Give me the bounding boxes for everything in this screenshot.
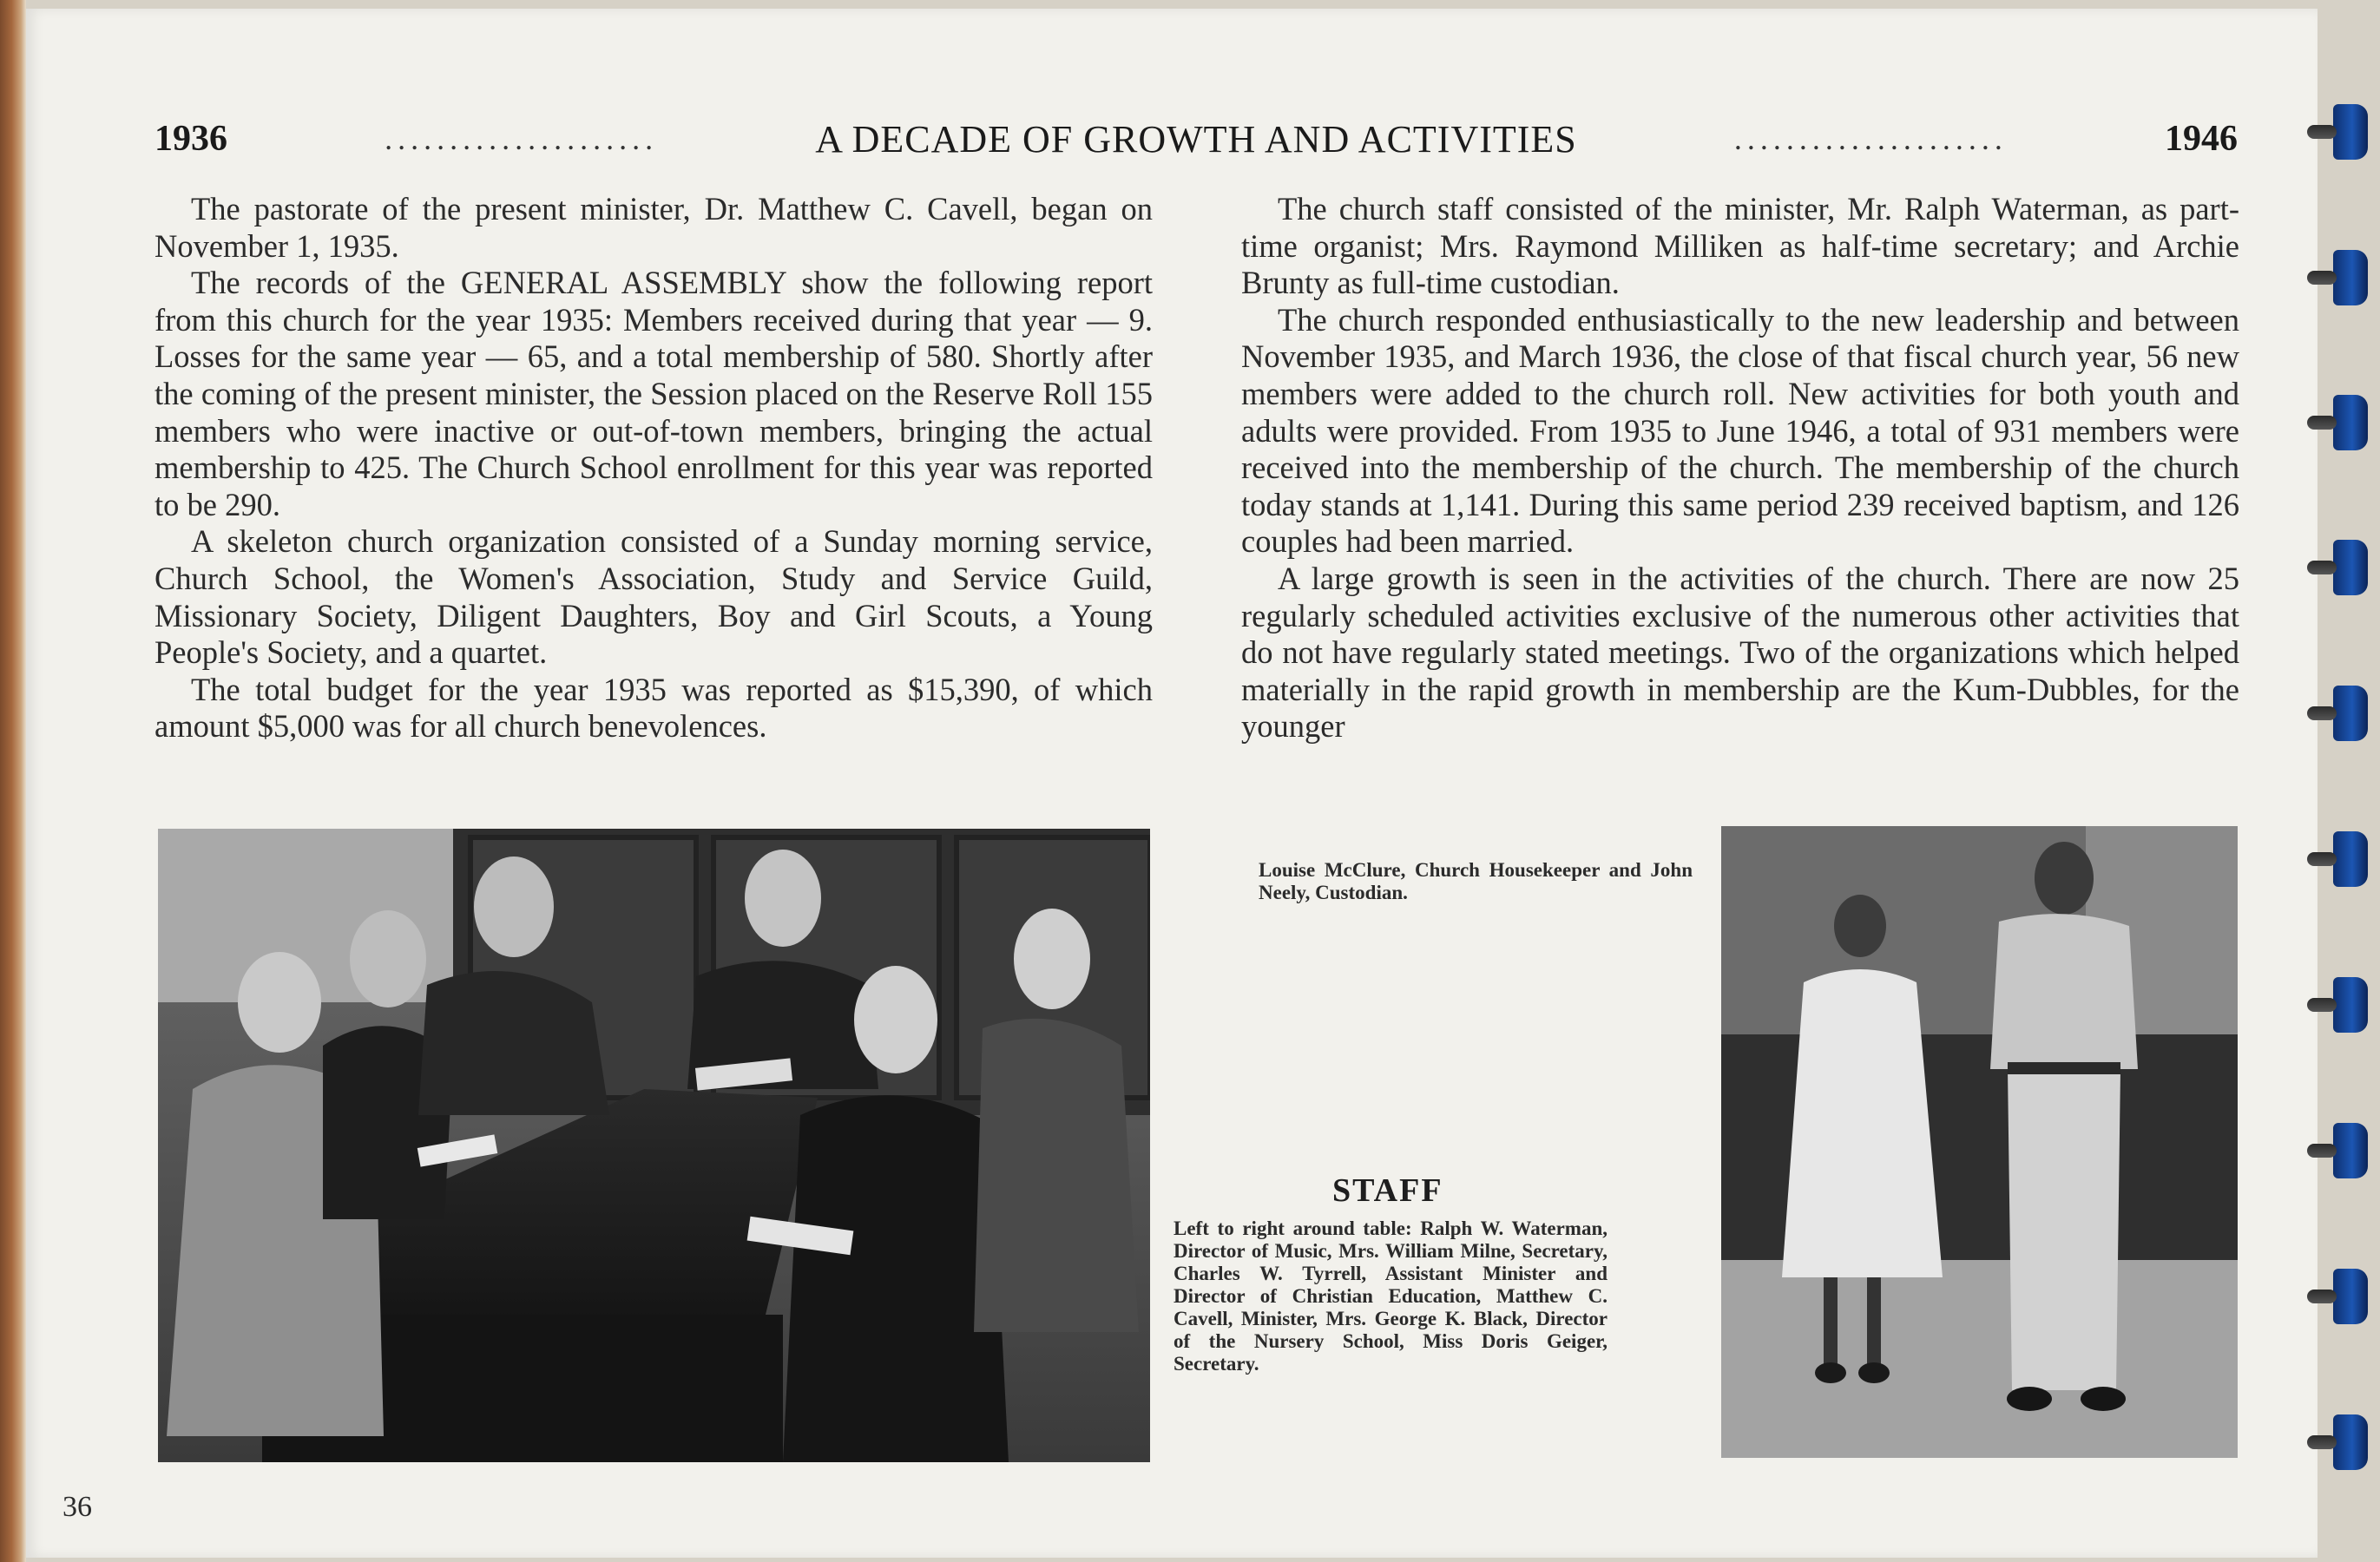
staff-photo-illustration [158, 829, 1150, 1462]
binder-ring [2333, 104, 2368, 160]
page-number: 36 [62, 1491, 92, 1523]
paragraph: The pastorate of the present minister, Dr. Matthew C. Cavell, began on November 1, 1935. [155, 191, 1153, 264]
staff-group-photo [158, 829, 1150, 1462]
page-title: A DECADE OF GROWTH AND ACTIVITIES [815, 117, 1577, 161]
binder-ring [2333, 1123, 2368, 1178]
header-leader-dots-left: ..................... [385, 121, 659, 156]
binder-ring [2333, 977, 2368, 1033]
staff-caption: Left to right around table: Ralph W. Waterman, Director of Music, Mrs. William Milne, Secretary, Charles W. Tyrrell, Assistant Minister and Director of Christian Education, Matthew C. Cavell, Minister, Mrs. George K. Black, Director of the Nursery School, Miss Doris Geiger, Secretary. [1174, 1217, 1607, 1375]
paragraph: A large growth is seen in the activities of the church. There are now 25 regularly scheduled activities exclusive of the numerous other activities that do not have regularly stated meetings. Two of the organizations which helped materially in the rapid growth in membership are the Kum-Dubbles, for the younger [1241, 560, 2239, 745]
left-text-column [155, 191, 1153, 745]
header-year-start: 1936 [155, 119, 227, 159]
paragraph: A skeleton church organization consisted of a Sunday morning service, Church School, the Women's Association, Study and Service Guild, Missionary Society, Diligent Daughters, Boy and Girl Scouts, a Young People's Society, and a quartet. [155, 523, 1153, 671]
binder-ring [2333, 686, 2368, 741]
staff-heading: STAFF [1332, 1172, 1443, 1209]
binder-ring [2333, 395, 2368, 450]
binder-ring [2333, 1269, 2368, 1324]
right-text-column [1241, 191, 2239, 745]
spiral-binding-edge [0, 0, 26, 1562]
custodian-photo-illustration [1721, 826, 2238, 1458]
paragraph: The church staff consisted of the minister, Mr. Ralph Waterman, as part-time organist; Mrs. Raymond Milliken as half-time secretary; and Archie Brunty as full-time custodian. [1241, 191, 2239, 301]
binder-ring [2333, 831, 2368, 887]
custodian-photo [1721, 826, 2238, 1458]
paragraph: The total budget for the year 1935 was reported as $15,390, of which amount $5,000 was for all church benevolences. [155, 671, 1153, 745]
binder-ring [2333, 1414, 2368, 1470]
header-year-end: 1946 [2164, 119, 2238, 159]
paragraph: The church responded enthusiastically to the new leadership and between November 1935, and March 1936, the close of that fiscal church year, 56 new members were added to the church roll. New activities for both youth and adults were provided. From 1935 to June 1946, a total of 931 members were received into the membership of the church. The membership of the church today stands at 1,141. During this same period 239 received baptism, and 126 couples had been married. [1241, 301, 2239, 560]
binder-ring [2333, 250, 2368, 305]
paragraph: The records of the GENERAL ASSEMBLY show the following report from this church for the year 1935: Members received during that year — 9. Losses for the same year — 65, and a total membership of 580. Shortly after the coming of the present minister, the Session placed on the Reserve Roll 155 members who were inactive or out-of-town members, bringing the actual membership to 425. The Church School enrollment for this year was reported to be 290. [155, 265, 1153, 522]
page-header [155, 115, 2238, 163]
custodian-caption: Louise McClure, Church Housekeeper and John Neely, Custodian. [1259, 859, 1693, 903]
binder-ring [2333, 540, 2368, 595]
header-leader-dots-right: ..................... [1733, 121, 2008, 156]
